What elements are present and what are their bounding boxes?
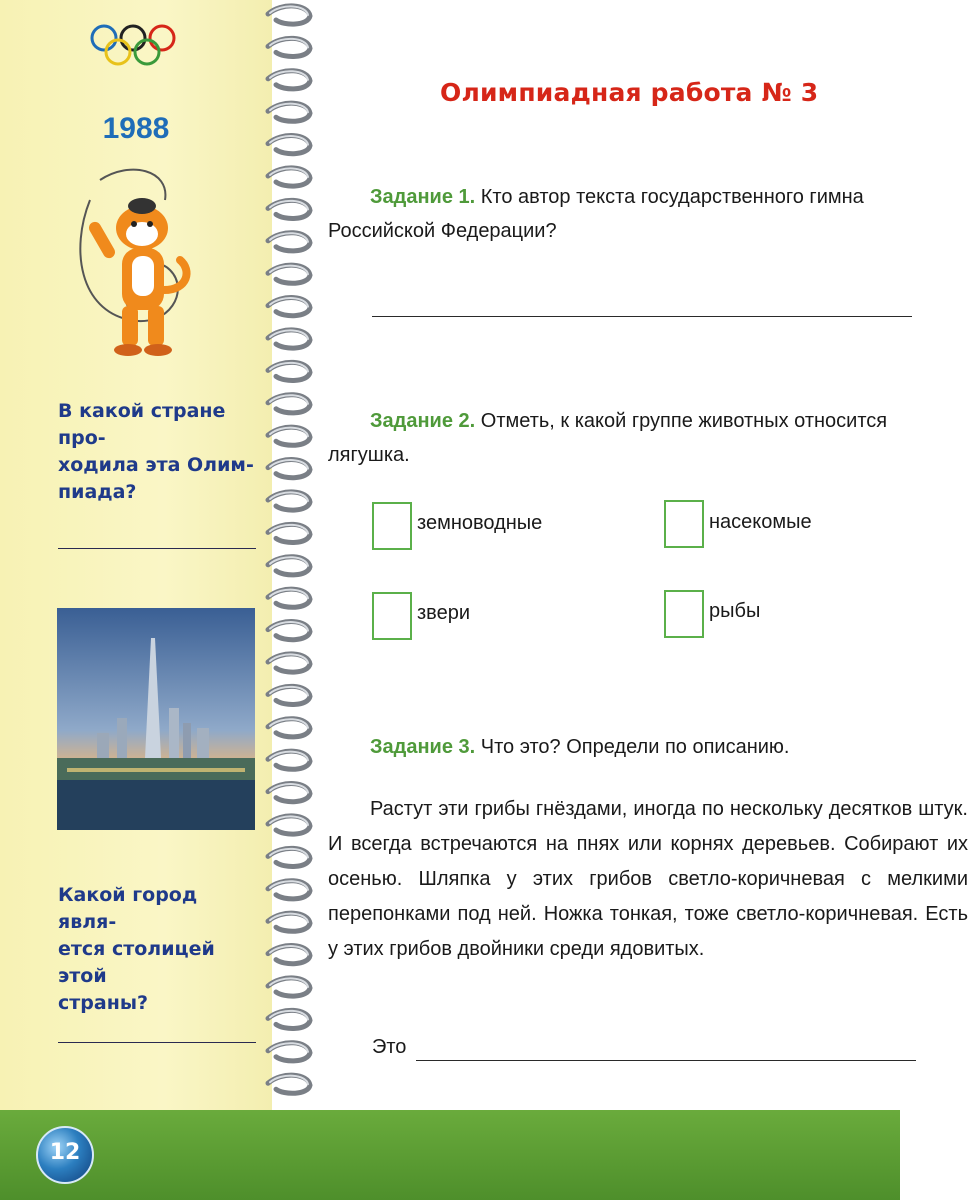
spiral-coil [268, 38, 310, 56]
spiral-binding [262, 0, 324, 1110]
task-1-text: Кто автор текста государственного гимна Российской Федерации? [328, 186, 864, 242]
task-2 [328, 404, 968, 472]
spiral-coil [268, 751, 310, 769]
spiral-coil [268, 168, 310, 186]
footer-band [0, 1110, 900, 1200]
checkbox-amphibians[interactable] [372, 502, 412, 550]
city-skyline-photo [57, 608, 255, 830]
question-capital: Какой город явля- ется столицей этой страны? [58, 884, 215, 1014]
spiral-coil [268, 460, 310, 478]
spiral-coil [268, 881, 310, 899]
option-amphibians-label: земноводные [417, 512, 543, 534]
task-1 [328, 180, 968, 248]
spiral-coil [268, 784, 310, 802]
answer-line-capital[interactable] [58, 1042, 256, 1043]
spiral-coil [268, 913, 310, 931]
spiral-coil [268, 1010, 310, 1028]
olympic-rings-icon [90, 20, 176, 76]
spiral-coil [268, 103, 310, 121]
checkbox-insects[interactable] [664, 500, 704, 548]
task-3-description [328, 792, 968, 967]
spiral-coil [268, 978, 310, 996]
spiral-coil [268, 492, 310, 510]
task-2-label: Задание 2. [370, 410, 476, 432]
task-3-label: Задание 3. [370, 736, 476, 758]
task-3 [328, 730, 968, 764]
spiral-coil [268, 395, 310, 413]
question-country: В какой стране про- ходила эта Олим- пиада? [58, 400, 254, 503]
spiral-coil [268, 654, 310, 672]
answer-prefix: Это [372, 1036, 407, 1058]
olympic-year: 1988 [102, 112, 170, 145]
task-2-text: Отметь, к какой группе животных относится лягушка. [328, 410, 888, 466]
spiral-coil [268, 200, 310, 218]
checkbox-beasts[interactable] [372, 592, 412, 640]
spiral-coil [268, 589, 310, 607]
page-number: 12 [49, 1140, 81, 1165]
left-sidebar [0, 0, 272, 1110]
spiral-coil [268, 298, 310, 316]
spiral-coil [268, 816, 310, 834]
page-title: Олимпиадная работа № 3 [440, 78, 819, 107]
task-3-paragraph: Растут эти грибы гнёздами, иногда по нескольку десятков штук. И всегда встречаются на пнях или корнях деревьев. Собирают их осенью. Шляпка у этих грибов светло-коричневая с мелкими перепонками под ней. Ножка тонкая, тоже светло-коричневая. Есть у этих грибов двойники среди ядовитых. [328, 798, 968, 960]
spiral-coil [268, 265, 310, 283]
spiral-coil [268, 1043, 310, 1061]
spiral-coil [268, 686, 310, 704]
spiral-coil [268, 330, 310, 348]
answer-line-task-1[interactable] [372, 316, 912, 317]
task-3-text: Что это? Определи по описанию. [480, 736, 790, 758]
spiral-coil [268, 622, 310, 640]
spiral-coil [268, 1075, 310, 1093]
spiral-coil [268, 946, 310, 964]
spiral-coil [268, 233, 310, 251]
spiral-coil [268, 524, 310, 542]
spiral-coil [268, 362, 310, 380]
tiger-mascot-image [70, 160, 200, 370]
spiral-coil [268, 71, 310, 89]
answer-line-country[interactable] [58, 548, 256, 549]
option-beasts-label: звери [417, 602, 470, 624]
answer-line-task-3[interactable] [416, 1060, 916, 1061]
spiral-coil [268, 136, 310, 154]
option-fish-label: рыбы [709, 600, 761, 622]
spiral-coil [268, 6, 310, 24]
spiral-coil [268, 427, 310, 445]
spiral-coil [268, 719, 310, 737]
task-1-label: Задание 1. [370, 186, 476, 208]
spiral-coil [268, 557, 310, 575]
checkbox-fish[interactable] [664, 590, 704, 638]
option-insects-label: насекомые [709, 511, 812, 533]
spiral-coil [268, 848, 310, 866]
